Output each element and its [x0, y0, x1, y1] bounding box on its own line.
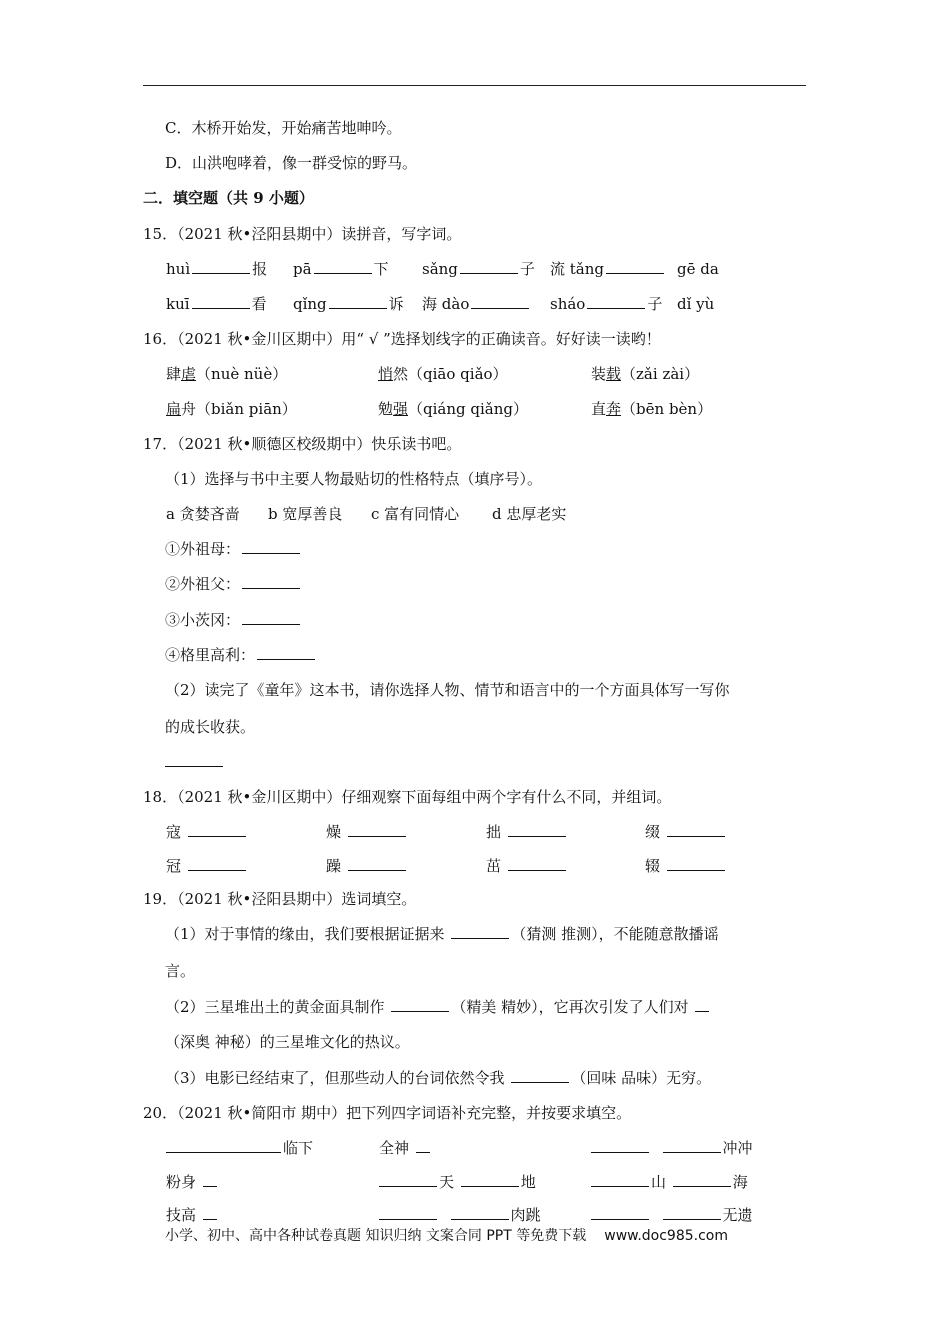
answer-blank[interactable] [508, 856, 566, 871]
answer-blank[interactable] [587, 294, 645, 309]
answer-blank[interactable] [591, 1138, 649, 1153]
char-item: 寇 [166, 822, 248, 842]
header-rule [143, 85, 806, 86]
sentence-1: （1）对于事情的缘由，我们要根据证据来 （猜测 推测），不能随意散播谣 [165, 925, 719, 943]
answer-blank[interactable] [591, 1172, 649, 1187]
answer-blank[interactable] [166, 1138, 281, 1153]
question-17-part2-cont: 的成长收获。 [165, 718, 256, 736]
question-18-stem: 18．（2021 秋•金川区期中）仔细观察下面每组中两个字有什么不同，并组词。 [143, 788, 672, 806]
idiom-item: 临下 [166, 1138, 313, 1158]
pinyin-item: huì 报 [166, 260, 268, 278]
choice-d: d 忠厚老实 [492, 505, 567, 523]
answer-blank[interactable] [667, 822, 725, 837]
reading-options[interactable]: （qiáng qiǎng） [408, 400, 529, 418]
pinyin-item: kuī 看 [166, 295, 267, 313]
sentence-3: （3）电影已经结束了，但那些动人的台词依然令我 （回味 品味）无穷。 [165, 1069, 712, 1087]
char-item: 躁 [326, 856, 408, 876]
reading-options[interactable]: （nuè nüè） [196, 365, 288, 383]
answer-blank[interactable] [314, 259, 372, 274]
answer-line [165, 752, 223, 772]
answer-blank[interactable] [460, 259, 518, 274]
answer-blank[interactable] [188, 822, 246, 837]
idiom-item: 肉跳 [379, 1205, 541, 1225]
reading-options[interactable]: （qiāo qiǎo） [408, 365, 508, 383]
answer-blank[interactable] [348, 856, 406, 871]
person-item: ②外祖父： [165, 574, 302, 594]
sentence-2: （2）三星堆出土的黄金面具制作 （精美 精妙），它再次引发了人们对 [165, 997, 711, 1017]
char-item: 辍 [645, 856, 727, 876]
answer-blank[interactable] [192, 294, 250, 309]
answer-blank[interactable] [192, 259, 250, 274]
answer-blank[interactable] [203, 1172, 217, 1187]
pinyin-item: sháo 子 [550, 295, 663, 313]
question-16-stem: 16．（2021 秋•金川区期中）用“ √ ”选择划线字的正确读音。好好读一读哟！ [143, 330, 661, 348]
question-19-stem: 19．（2021 秋•泾阳县期中）选词填空。 [143, 890, 417, 908]
answer-blank[interactable] [471, 294, 529, 309]
idiom-item: 天 地 [379, 1172, 536, 1192]
footer [165, 1226, 728, 1246]
answer-blank[interactable] [663, 1138, 721, 1153]
question-17-stem: 17．（2021 秋•顺德区校级期中）快乐读书吧。 [143, 435, 462, 453]
footer-link[interactable]: www.doc985.com [604, 1228, 728, 1244]
char-item: 冠 [166, 856, 248, 876]
answer-blank[interactable] [348, 822, 406, 837]
reading-item: 直奔（bēn bèn） [591, 400, 713, 418]
option-c: C．木桥开始发，开始痛苦地呻吟。 [165, 119, 402, 137]
idiom-item: 冲冲 [591, 1138, 753, 1158]
reading-item: 肆虐（nuè nüè） [166, 365, 288, 383]
answer-blank[interactable] [379, 1205, 437, 1220]
answer-blank[interactable] [451, 924, 509, 939]
pinyin-item: 流 tǎng [550, 259, 666, 279]
char-item: 拙 [486, 822, 568, 842]
answer-blank[interactable] [461, 1172, 519, 1187]
sentence-2-cont: （深奥 神秘）的三星堆文化的热议。 [165, 1033, 410, 1051]
answer-blank[interactable] [257, 645, 315, 660]
answer-blank[interactable] [695, 997, 709, 1012]
reading-item: 装载（zǎi zài） [591, 365, 700, 383]
choice-b: b 宽厚善良 [268, 505, 343, 523]
reading-item: 悄然（qiāo qiǎo） [378, 365, 508, 383]
answer-blank[interactable] [673, 1172, 731, 1187]
choice-a: a 贪婪吝啬 [166, 505, 240, 523]
reading-item: 扁舟（biǎn piān） [166, 400, 297, 418]
footer-text: 小学、初中、高中各种试卷真题 知识归纳 文案合同 PPT 等免费下载 [165, 1228, 587, 1244]
answer-blank[interactable] [203, 1205, 217, 1220]
answer-blank[interactable] [416, 1138, 430, 1153]
answer-blank[interactable] [242, 539, 300, 554]
answer-blank[interactable] [511, 1068, 569, 1083]
answer-blank[interactable] [667, 856, 725, 871]
option-d: D．山洪咆哮着，像一群受惊的野马。 [165, 154, 418, 172]
answer-blank[interactable] [242, 574, 300, 589]
question-15-stem: 15．（2021 秋•泾阳县期中）读拼音，写字词。 [143, 225, 462, 243]
choice-c: c 富有同情心 [371, 505, 460, 523]
person-item: ④格里高利： [165, 645, 317, 665]
question-17-part2: （2）读完了《童年》这本书，请你选择人物、情节和语言中的一个方面具体写一写你 [165, 681, 730, 699]
pinyin-item: dǐ yù [677, 295, 715, 313]
answer-blank[interactable] [606, 259, 664, 274]
char-item: 缀 [645, 822, 727, 842]
char-item: 茁 [486, 856, 568, 876]
answer-blank[interactable] [188, 856, 246, 871]
person-item: ③小茨冈： [165, 610, 302, 630]
pinyin-item: pā 下 [293, 260, 389, 278]
answer-blank[interactable] [329, 294, 387, 309]
question-20-stem: 20．（2021 秋•简阳市 期中）把下列四字词语补充完整，并按要求填空。 [143, 1104, 632, 1122]
answer-blank[interactable] [591, 1205, 649, 1220]
answer-blank[interactable] [165, 752, 223, 767]
answer-blank[interactable] [391, 997, 449, 1012]
pinyin-item: gē da [677, 260, 719, 278]
reading-options[interactable]: （biǎn piān） [196, 400, 297, 418]
pinyin-item: qǐng 诉 [293, 295, 404, 313]
answer-blank[interactable] [508, 822, 566, 837]
idiom-item: 粉身 [166, 1172, 219, 1192]
char-item: 燥 [326, 822, 408, 842]
sentence-1-cont: 言。 [165, 962, 196, 980]
reading-item: 勉强（qiáng qiǎng） [378, 400, 529, 418]
person-item: ①外祖母： [165, 539, 302, 559]
answer-blank[interactable] [663, 1205, 721, 1220]
reading-options[interactable]: （bēn bèn） [621, 400, 713, 418]
idiom-item: 山 海 [591, 1172, 748, 1192]
answer-blank[interactable] [242, 610, 300, 625]
section-title: 二．填空题（共 9 小题） [143, 189, 314, 207]
answer-blank[interactable] [451, 1205, 509, 1220]
reading-options[interactable]: （zǎi zài） [621, 365, 700, 383]
pinyin-item: sǎng 子 [422, 260, 535, 278]
answer-blank[interactable] [379, 1172, 437, 1187]
question-17-part1: （1）选择与书中主要人物最贴切的性格特点（填序号）。 [165, 470, 543, 488]
idiom-item: 全神 [379, 1138, 432, 1158]
idiom-item: 技高 [166, 1205, 219, 1225]
pinyin-item: 海 dào [422, 294, 531, 314]
idiom-item: 无遗 [591, 1205, 753, 1225]
